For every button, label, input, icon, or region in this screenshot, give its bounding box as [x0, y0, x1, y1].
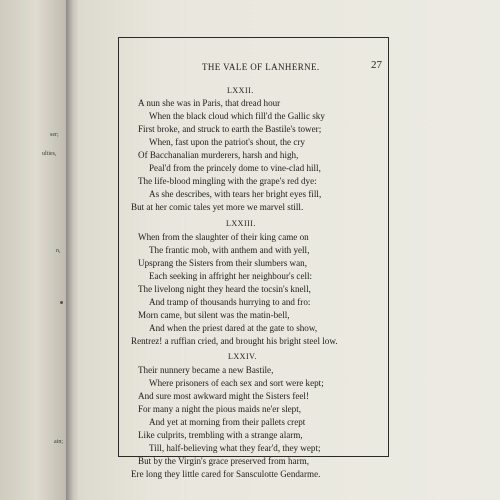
verse-line: Till, half-believing what they fear'd, they wept;: [149, 443, 321, 453]
verse-line: Rentrez! a ruffian cried, and brought his bright steel low.: [131, 336, 338, 346]
verse-line: The frantic mob, with anthem and with yell,: [149, 245, 310, 255]
verse-line: Each seeking in affright her neighbour's cell:: [149, 271, 313, 281]
verse-line: A nun she was in Paris, that dread hour: [138, 98, 281, 108]
verse-line: When, fast upon the patriot's shout, the cry: [149, 137, 305, 147]
verse-line: And when the priest dared at the gate to show,: [149, 323, 318, 333]
verse-line: And yet at morning from their pallets crept: [149, 417, 306, 427]
verse-line: First broke, and struck to earth the Bastile's tower;: [138, 124, 322, 134]
verse-line: The life-blood mingling with the grape's red dye:: [138, 176, 317, 186]
page-number: 27: [371, 59, 382, 71]
verse-line: Their nunnery became a new Bastile,: [138, 365, 274, 375]
verse-line: The livelong night they heard the tocsin's knell,: [138, 284, 311, 294]
book-gutter: [66, 0, 78, 500]
verse-line: And sure most awkward might the Sisters feel!: [138, 391, 309, 401]
facing-page-fragment: n,: [56, 248, 61, 254]
stanza-number: LXXIII.: [226, 219, 256, 228]
verse-line: But at her comic tales yet more we marvel still.: [131, 202, 304, 212]
verse-line: Like culprits, trembling with a strange alarm,: [138, 430, 303, 440]
stanza-number: LXXII.: [227, 86, 254, 95]
verse-line: Ere long they little cared for Sansculotte Gendarme.: [131, 469, 321, 479]
facing-page-fragment: ain;: [54, 439, 63, 445]
verse-line: But by the Virgin's grace preserved from harm,: [138, 456, 309, 466]
facing-page: [0, 0, 66, 500]
verse-line: When from the slaughter of their king came on: [138, 232, 309, 242]
verse-line: Upsprang the Sisters from their slumbers wan,: [138, 258, 307, 268]
verse-line: For many a night the pious maids ne'er slept,: [138, 404, 302, 414]
facing-page-fragment: ser;: [50, 132, 59, 138]
verse-line: Where prisoners of each sex and sort were kept;: [149, 378, 324, 388]
running-title: THE VALE OF LANHERNE.: [202, 62, 320, 72]
verse-line: When the black cloud which fill'd the Gallic sky: [149, 111, 325, 121]
stanza-number: LXXIV.: [228, 352, 257, 361]
verse-line: And tramp of thousands hurrying to and fro:: [149, 297, 311, 307]
verse-line: Peal'd from the princely dome to vine-clad hill,: [149, 163, 321, 173]
facing-page-fragment: ulties,: [42, 151, 57, 157]
verse-line: As she describes, with tears her bright eyes fill,: [149, 189, 322, 199]
verse-line: Of Bacchanalian murderers, harsh and high,: [138, 150, 299, 160]
ink-mark: [60, 301, 63, 304]
page-header: [118, 59, 382, 76]
verse-line: Morn came, but silent was the matin-bell,: [138, 310, 290, 320]
